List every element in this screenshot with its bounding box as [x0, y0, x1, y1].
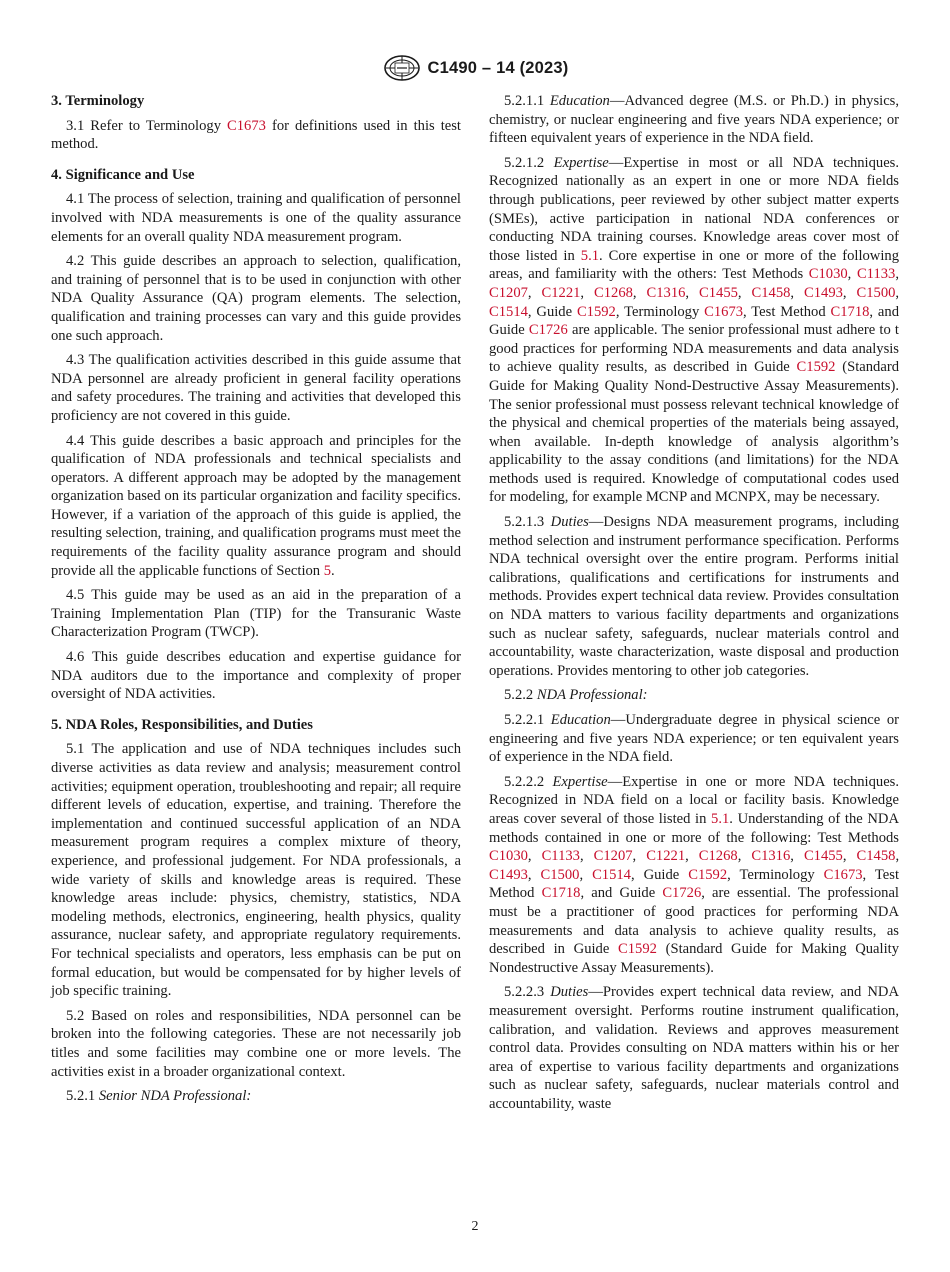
ref-link-C1030[interactable]: C1030 [489, 848, 528, 865]
ref-link-C1514[interactable]: C1514 [489, 303, 528, 320]
ref-link-C1592[interactable]: C1592 [576, 303, 616, 320]
ref-link-C1133[interactable]: C1133 [856, 266, 896, 283]
section-3-heading: 3. Terminology [51, 93, 145, 109]
paragraph-4-4: 4.4 This guide describes a basic approach and principles for the qualification of NDA professionals and technical specialists and operators. A different approach may be adopted by the management organization based on its particular organization and facility specifics. However, if a variation of the approach of this guide is applied, the resulting selection, training, and qualification programs must meet the requirements of the facility quality assurance program and should provide all the applicable functions of Section 5. [51, 432, 461, 579]
ref-link-C1500[interactable]: C1500 [856, 284, 896, 301]
ref-link-5-1[interactable]: 5.1 [711, 810, 730, 827]
paragraph-5-2-2: 5.2.2 NDA Professional: [504, 687, 648, 704]
paragraph-4-2: 4.2 This guide describes an approach to selection, qualification, and training of personnel that is to be used in conjunction with other NDA Quality Assurance (QA) program elements. The selection, qualification and training processes can vary and this guide provides one such approach. [51, 253, 461, 344]
paragraph-5-2-2-1: 5.2.2.1 Education—Undergraduate degree in physical science or engineering and five years NDA experience; or ten equivalent years of experience in the NDA field. [489, 712, 900, 766]
paragraph-4-6: 4.6 This guide describes education and expertise guidance for NDA auditors due to the importance and complexity of proper oversight of NDA activities. [51, 649, 461, 703]
section-5-heading: 5. NDA Roles, Responsibilities, and Duties [51, 716, 313, 733]
ref-link-C1030[interactable]: C1030 [808, 266, 848, 283]
ref-link-C1316[interactable]: C1316 [751, 848, 791, 865]
paragraph-4-1: 4.1 The process of selection, training and qualification of personnel involved with NDA measurements is one of the quality assurance elements for an overall quality NDA measurement program. [51, 191, 461, 245]
ref-link-C1268[interactable]: C1268 [594, 284, 633, 301]
ref-link-C1207[interactable]: C1207 [593, 848, 633, 865]
ref-link-C1493[interactable]: C1493 [804, 284, 843, 301]
paragraph-5-2-2-2: 5.2.2.2 Expertise—Expertise in one or more NDA techniques. Recognized in NDA field on a local or facility basis. Knowledge areas cover several of those listed in 5.1. Understanding of the NDA methods contained in one or more of the following: Test Methods C1030, C1133, C1207, C1221, C1268, C1316, C1455, C1458, C1493, C1500, C1514, Guide C1592, Terminology C1673, Test Method C1718, and Guide C1726, are essential. The professional must be a practitioner of good practices for performing NDA measurements and data analysis to achieve quality results, as described in Guide C1592 (Standard Guide for Making Quality Nondestructive Assay Measurements). [489, 773, 900, 976]
section-4-heading: 4. Significance and Use [51, 166, 195, 183]
paragraph-5-1: 5.1 The application and use of NDA techniques includes such diverse activities as data review and analysis; measurement control activities; equipment operation, troubleshooting and repair; all require different levels of education, expertise, and training. Therefore the implementation and continued successful application of an NDA measurement program requires a complex mixture of theory, experience, and professional judgement. For NDA professionals, a wide variety of skills and knowledge areas is required. These knowledge areas include: physics, chemistry, statistics, NDA modeling methods, electronics, engineering, health physics, quality assurance, nuclear safety, and appropriate regulatory requirements. For technical specialists and operators, less emphasis can be put on formal education, but would be compensated for by higher levels of job specific training. [51, 741, 461, 1000]
ref-link-C1455[interactable]: C1455 [803, 848, 843, 865]
ref-link-C1592[interactable]: C1592 [688, 866, 728, 883]
standard-id: C1490 – 14 (2023) [427, 58, 569, 77]
ref-link-C1592[interactable]: C1592 [618, 941, 657, 958]
ref-link-C1221[interactable]: C1221 [541, 284, 581, 301]
page-header [0, 54, 950, 87]
ref-link-C1207[interactable]: C1207 [489, 284, 528, 301]
ref-link-section-5[interactable]: 5 [323, 562, 332, 579]
ref-link-C1673[interactable]: C1673 [704, 303, 744, 320]
paragraph-3-1: 3.1 Refer to Terminology C1673 for definitions used in this test method. [51, 117, 461, 153]
ref-link-C1514[interactable]: C1514 [592, 866, 631, 883]
ref-link-C1316[interactable]: C1316 [646, 284, 686, 301]
ref-link-C1592[interactable]: C1592 [796, 359, 836, 376]
ref-link-C1718[interactable]: C1718 [541, 885, 581, 902]
paragraph-5-2-1-1: 5.2.1.1 Education—Advanced degree (M.S. or Ph.D.) in physics, chemistry, or nuclear engineering and five years NDA experience; or fifteen equivalent years of experience in the NDA field. [489, 93, 900, 147]
ref-link-C1458[interactable]: C1458 [751, 284, 791, 301]
ref-link-C1500[interactable]: C1500 [540, 866, 580, 883]
ref-link-C1718[interactable]: C1718 [830, 303, 870, 320]
paragraph-5-2-1: 5.2.1 Senior NDA Professional: [66, 1088, 252, 1105]
ref-link-C1455[interactable]: C1455 [699, 284, 738, 301]
ref-link-C1268[interactable]: C1268 [698, 848, 738, 865]
ref-link-C1673[interactable]: C1673 [823, 866, 863, 883]
paragraph-5-2-2-3: 5.2.2.3 Duties—Provides expert technical data review, and NDA measurement oversight. Performs routine instrument qualification, calibration, and validation. Reviews and approves measurement control data. Provides consulting on NDA matters within his or her area of expertise to various facility departments and organizations such as nuclear safety, safeguards, nuclear materials control and accountability, waste [489, 984, 900, 1112]
ref-link-C1493[interactable]: C1493 [489, 866, 528, 883]
ref-link-C1673[interactable]: C1673 [227, 117, 266, 134]
ref-link-C1221[interactable]: C1221 [646, 848, 686, 865]
ref-link-C1133[interactable]: C1133 [541, 848, 580, 865]
astm-logo-icon [382, 54, 422, 82]
ref-link-C1458[interactable]: C1458 [856, 848, 896, 865]
paragraph-5-2-1-2: 5.2.1.2 Expertise—Expertise in most or all NDA techniques. Recognized nationally as an expert in one or more NDA fields through publications, peer reviewed by other subject matter experts (SMEs), active participation in national NDA conferences or conducting NDA training courses. Knowledge areas cover most of those listed in 5.1. Core expertise in one or more of the following areas, and familiarity with the others: Test Methods C1030, C1133, C1207, C1221, C1268, C1316, C1455, C1458, C1493, C1500, C1514, Guide C1592, Terminology C1673, Test Method C1718, and Guide C1726 are applicable. The senior professional must adhere to t good practices for performing NDA measurements and data analysis to achieve quality results, as described in Guide C1592 (Standard Guide for Making Quality Nond-Destructive Assay Measurements). The senior professional must possess relevant technical knowledge of the physical and chemical properties of the materials being assayed, when available. In-depth knowledge of analysis algorithm’s applicability to the assay conditions (and limitations) for the NDA methods used is required. Knowledge of computational codes used for modeling, for example MCNP and MCNPX, may be necessary. [489, 154, 900, 506]
paragraph-4-3: 4.3 The qualification activities described in this guide assume that NDA personnel are already proficient in general facility operations and safety procedures. The training and activities that developed this proficiency are not covered in this guide. [51, 352, 461, 424]
ref-link-C1726[interactable]: C1726 [662, 885, 702, 902]
paragraph-4-5: 4.5 This guide may be used as an aid in the preparation of a Training Implementation Plan (TIP) for the Transuranic Waste Characterization Program (TWCP). [51, 587, 461, 641]
ref-link-C1726[interactable]: C1726 [528, 322, 568, 339]
paragraph-5-2: 5.2 Based on roles and responsibilities, NDA personnel can be broken into the following categories. These are not necessarily job titles and some facilities may combine one or more levels. The activities exist in a broader organizational context. [51, 1007, 461, 1080]
right-column [489, 92, 899, 1119]
paragraph-5-2-1-3: 5.2.1.3 Duties—Designs NDA measurement programs, including method selection and instrument performance specification. Performs NDA technical oversight over the entire program. Performs initial calibrations, qualifications and certifications for instruments and methods. Provides expert technical data review. Provides consultation on NDA matters to various facility departments and organizations such as nuclear safety, safeguards, nuclear materials control and accountability, waste characterization, waste disposal and production operations. Provides mentoring to other job categories. [489, 514, 900, 679]
left-column [51, 92, 461, 1112]
page-number: 2 [471, 1219, 479, 1234]
ref-link-5-1[interactable]: 5.1 [580, 247, 600, 264]
